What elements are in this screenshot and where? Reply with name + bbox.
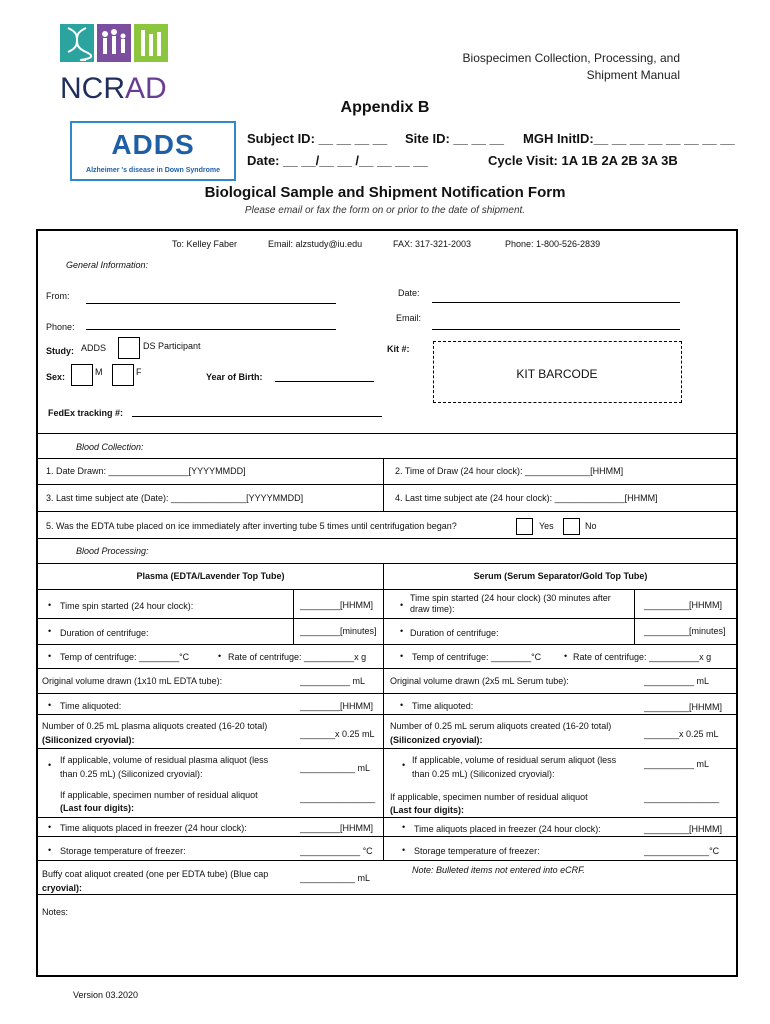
serum-residual-line1: If applicable, volume of residual serum aliquot (less bbox=[412, 755, 617, 765]
plasma-aliquoted-value[interactable]: ________[HHMM] bbox=[300, 701, 374, 711]
serum-num-aliquots-value[interactable]: _______x 0.25 mL bbox=[644, 729, 719, 739]
ncrad-logo bbox=[58, 22, 190, 102]
serum-header: Serum (Serum Separator/Gold Top Tube) bbox=[473, 571, 648, 581]
plasma-buffy-label bbox=[42, 867, 268, 895]
yob-label: Year of Birth: bbox=[206, 372, 263, 382]
serum-rate[interactable]: Rate of centrifuge: __________x g bbox=[573, 652, 712, 662]
serum-residual-value[interactable]: __________ mL bbox=[644, 759, 710, 769]
manual-title bbox=[463, 50, 680, 84]
serum-duration-value[interactable]: _________[minutes] bbox=[644, 626, 726, 636]
sex-m-label: M bbox=[95, 367, 103, 377]
plasma-num-aliquots-value[interactable]: _______x 0.25 mL bbox=[300, 729, 375, 739]
date-input[interactable] bbox=[432, 302, 680, 303]
serum-aliquoted-label: Time aliquoted: bbox=[412, 701, 474, 711]
sex-f-checkbox[interactable] bbox=[112, 364, 134, 386]
yob-field[interactable] bbox=[275, 381, 374, 382]
study-adds-checkbox[interactable] bbox=[118, 337, 140, 359]
plasma-volume-label: Original volume drawn (1x10 mL EDTA tube): bbox=[42, 676, 223, 686]
plasma-buffy-line2: cryovial): bbox=[42, 883, 83, 893]
serum-num-aliquots-label bbox=[390, 719, 611, 747]
email-label: Email: bbox=[396, 313, 422, 323]
cycle-visit: Cycle Visit: 1A 1B 2A 2B 3A 3B bbox=[488, 153, 678, 168]
plasma-duration-label: Duration of centrifuge: bbox=[60, 628, 149, 638]
study-adds-label: ADDS bbox=[81, 343, 107, 353]
appendix-title: Appendix B bbox=[340, 99, 430, 116]
fedex-field[interactable] bbox=[132, 416, 382, 417]
q2-time-of-draw[interactable]: 2. Time of Draw (24 hour clock): _____________[HHMM] bbox=[395, 466, 624, 476]
q3-last-ate-date[interactable]: 3. Last time subject ate (Date): _______________[YYYYMMDD] bbox=[46, 493, 304, 503]
serum-temp[interactable]: Temp of centrifuge: ________°C bbox=[412, 652, 542, 662]
kit-barcode-box[interactable] bbox=[433, 341, 682, 403]
form-subtitle: Please email or fax the form on or prior to the date of shipment. bbox=[244, 205, 526, 216]
kit-barcode-text: KIT BARCODE bbox=[516, 367, 598, 381]
serum-spin-line2: draw time): bbox=[410, 604, 455, 614]
serum-storage-label: Storage temperature of freezer: bbox=[414, 846, 540, 856]
serum-freezer-time-value[interactable]: _________[HHMM] bbox=[644, 824, 723, 834]
study-ds-label: DS Participant bbox=[143, 341, 201, 351]
q1-date-drawn[interactable]: 1. Date Drawn: ________________[YYYYMMDD] bbox=[46, 466, 246, 476]
plasma-num-aliquots-label bbox=[42, 719, 267, 747]
notes-area[interactable] bbox=[38, 901, 736, 973]
contact-phone: Phone: 1-800-526-2839 bbox=[505, 239, 601, 249]
subject-id: Subject ID: __ __ __ __ bbox=[247, 131, 388, 146]
mgh-init-id: MGH InitID:__ __ __ __ __ __ __ __ bbox=[523, 131, 735, 146]
plasma-rate[interactable]: Rate of centrifuge: __________x g bbox=[228, 652, 367, 662]
plasma-num-aliquots-line2: (Siliconized cryovial): bbox=[42, 735, 135, 745]
notification-form: To: Kelley Faber Email: alzstudy@iu.edu FAX: 317-321-2003 Phone: 1-800-526-2839 General Information: From: Date: Phone: Email: Study: ADDS DS Participant Kit #: KIT BARCODE Sex: M F Year of Birth: FedEx tracking #: Blood Collection: 1. Date Drawn: ________________[YYYYMMDD] 2. Time of Draw (24 hour clock): _____________[HHMM] 3. Last time subject ate (Date): _______________[YYYYMMDD] 4. Last time subject ate (24 hour clock): ______________[HHMM] 5. Was the EDTA tube placed on ice immediately after inverting tube 5 times until centrifugation began? Yes No Blood Processing: Plasma (EDTA/Lavender Top Tube) Serum (Serum Separator/Gold Top Tube) • Time spin started (24 hour clock): ________[HHMM] • Time spin started (24 hour clock) (30 minutes after draw time): _________[HHMM] • Duration of centrifuge: ________[minutes] • Duration of centrifuge: _________[minutes] • Temp of centrifuge: ________°C • Rate of centrifuge: __________x g • Temp of centrifuge: ________°C • Rate of centrifuge: __________x g Original volume drawn (1x10 mL EDTA tube): __________ mL Original volume drawn (2x5 mL Serum tube): __________ mL • Time aliquoted: ________[HHMM] • Time aliquoted: _________[HHMM] Number of 0.25 mL plasma aliquots created (16-20 total) (Siliconized cryovial): _______x 0.25 mL Number of 0.25 mL serum aliquots created (16-20 total) (Siliconized cryovial): _______x 0.25 mL • If applicable, volume of residual plasma aliquot (less than 0.25 mL) (Siliconized cryovial): ___________ mL • If applicable, volume of residual serum aliquot (less than 0.25 mL) (Siliconized cryovial): __________ mL If applicable, specimen number of residual aliquot (Last four digits): _______________ If applicable, specimen number of residual aliquot (Last four digits): _______________ • Time aliquots placed in freezer (24 hour clock): ________[HHMM] • Time aliquots placed in freezer (24 hour clock): _________[HHMM] • Storage temperature of freezer: ____________ °C • Storage temperature of freezer: _____________°C Buffy coat aliquot created (one per EDTA tube) (Blue cap cryovial): ___________ mL Note: Bulleted items not entered into eCRF. Notes: bbox=[36, 229, 738, 977]
serum-spin-line1: Time spin started (24 hour clock) (30 minutes after bbox=[410, 593, 611, 603]
q5-edta-ice: 5. Was the EDTA tube placed on ice immediately after inverting tube 5 times until centrifugation began? bbox=[46, 521, 457, 531]
plasma-temp[interactable]: Temp of centrifuge: ________°C bbox=[60, 652, 190, 662]
contact-email: Email: alzstudy@iu.edu bbox=[268, 239, 363, 249]
serum-storage-value[interactable]: _____________°C bbox=[644, 846, 720, 856]
date-field: Date: __ __/__ __ /__ __ __ __ bbox=[247, 153, 428, 168]
notes-label: Notes: bbox=[42, 907, 69, 917]
plasma-buffy-line1: Buffy coat aliquot created (one per EDTA tube) (Blue cap bbox=[42, 869, 269, 879]
plasma-duration-value[interactable]: ________[minutes] bbox=[300, 626, 377, 636]
serum-volume-label: Original volume drawn (2x5 mL Serum tube): bbox=[390, 676, 569, 686]
plasma-spin-label: Time spin started (24 hour clock): bbox=[60, 601, 194, 611]
manual-title-line1: Biospecimen Collection, Processing, and bbox=[462, 51, 680, 65]
serum-duration-label: Duration of centrifuge: bbox=[410, 628, 499, 638]
plasma-spin-value[interactable]: ________[HHMM] bbox=[300, 600, 374, 610]
manual-title-line2: Shipment Manual bbox=[586, 68, 680, 82]
sex-f-label: F bbox=[136, 367, 142, 377]
plasma-freezer-time-value[interactable]: ________[HHMM] bbox=[300, 823, 374, 833]
serum-freezer-time-label: Time aliquots placed in freezer (24 hour clock): bbox=[414, 824, 601, 834]
fedex-label: FedEx tracking #: bbox=[48, 408, 124, 418]
plasma-header: Plasma (EDTA/Lavender Top Tube) bbox=[136, 571, 285, 581]
from-field[interactable] bbox=[86, 303, 336, 304]
plasma-buffy-value[interactable]: ___________ mL bbox=[300, 873, 371, 883]
phone-field[interactable] bbox=[86, 329, 336, 330]
serum-specimen-value[interactable]: _______________ bbox=[644, 793, 720, 803]
plasma-specimen-line1: If applicable, specimen number of residual aliquot bbox=[60, 790, 258, 800]
adds-logo-text: ADDS bbox=[111, 129, 195, 160]
serum-num-aliquots-line2: (Siliconized cryovial): bbox=[390, 735, 483, 745]
from-label: From: bbox=[46, 291, 70, 301]
q5-yes-checkbox[interactable] bbox=[516, 518, 533, 535]
ncrad-logo-text: NCRAD bbox=[60, 72, 167, 102]
plasma-freezer-time-label: Time aliquots placed in freezer (24 hour clock): bbox=[60, 823, 247, 833]
q4-last-ate-time[interactable]: 4. Last time subject ate (24 hour clock): ______________[HHMM] bbox=[395, 493, 658, 503]
plasma-num-aliquots-line1: Number of 0.25 mL plasma aliquots created (16-20 total) bbox=[42, 721, 268, 731]
phone-label: Phone: bbox=[46, 322, 75, 332]
serum-specimen-line2: (Last four digits): bbox=[390, 805, 464, 815]
plasma-residual-line1: If applicable, volume of residual plasma aliquot (less bbox=[60, 755, 269, 765]
blood-collection-heading: Blood Collection: bbox=[76, 442, 144, 452]
sex-m-checkbox[interactable] bbox=[71, 364, 93, 386]
q5-no-checkbox[interactable] bbox=[563, 518, 580, 535]
serum-note: Note: Bulleted items not entered into eCRF. bbox=[412, 865, 585, 875]
serum-spin-value[interactable]: _________[HHMM] bbox=[644, 600, 723, 610]
kit-label: Kit #: bbox=[387, 344, 410, 354]
plasma-specimen-label bbox=[60, 789, 258, 815]
date-label: Date: bbox=[398, 288, 420, 298]
serum-residual-line2: than 0.25 mL) (Siliconized cryovial): bbox=[412, 769, 555, 779]
plasma-volume-value[interactable]: __________ mL bbox=[300, 676, 366, 686]
plasma-specimen-line2: (Last four digits): bbox=[60, 803, 134, 813]
serum-specimen-line1: If applicable, specimen number of residual aliquot bbox=[390, 792, 588, 802]
sex-label: Sex: bbox=[46, 372, 66, 382]
plasma-residual-label bbox=[60, 753, 268, 781]
adds-logo bbox=[70, 121, 236, 181]
version-footer: Version 03.2020 bbox=[73, 990, 139, 1000]
form-title: Biological Sample and Shipment Notification Form bbox=[204, 184, 566, 201]
plasma-specimen-value[interactable]: _______________ bbox=[300, 793, 376, 803]
plasma-residual-value[interactable]: ___________ mL bbox=[300, 763, 371, 773]
plasma-storage-value[interactable]: ____________ °C bbox=[300, 846, 373, 856]
serum-volume-value[interactable]: __________ mL bbox=[644, 676, 710, 686]
study-label: Study: bbox=[46, 346, 74, 356]
general-heading: General Information: bbox=[66, 260, 149, 270]
serum-specimen-label bbox=[390, 791, 588, 817]
q5-no-label: No bbox=[585, 521, 597, 531]
email-field[interactable] bbox=[432, 329, 680, 330]
contact-to: To: Kelley Faber bbox=[172, 239, 238, 249]
plasma-residual-line2: than 0.25 mL) (Siliconized cryovial): bbox=[60, 769, 203, 779]
plasma-storage-label: Storage temperature of freezer: bbox=[60, 846, 186, 856]
plasma-aliquoted-label: Time aliquoted: bbox=[60, 701, 122, 711]
serum-num-aliquots-line1: Number of 0.25 mL serum aliquots created (16-20 total) bbox=[390, 721, 612, 731]
serum-spin-label bbox=[410, 593, 611, 615]
blood-processing-heading: Blood Processing: bbox=[76, 546, 149, 556]
serum-aliquoted-value[interactable]: _________[HHMM] bbox=[644, 702, 723, 712]
contact-fax: FAX: 317-321-2003 bbox=[393, 239, 472, 249]
serum-residual-label bbox=[412, 753, 616, 781]
q5-yes-label: Yes bbox=[539, 521, 554, 531]
adds-logo-sub: Alzheimer 's disease in Down Syndrome bbox=[86, 167, 220, 174]
site-id: Site ID: __ __ __ bbox=[405, 131, 504, 146]
